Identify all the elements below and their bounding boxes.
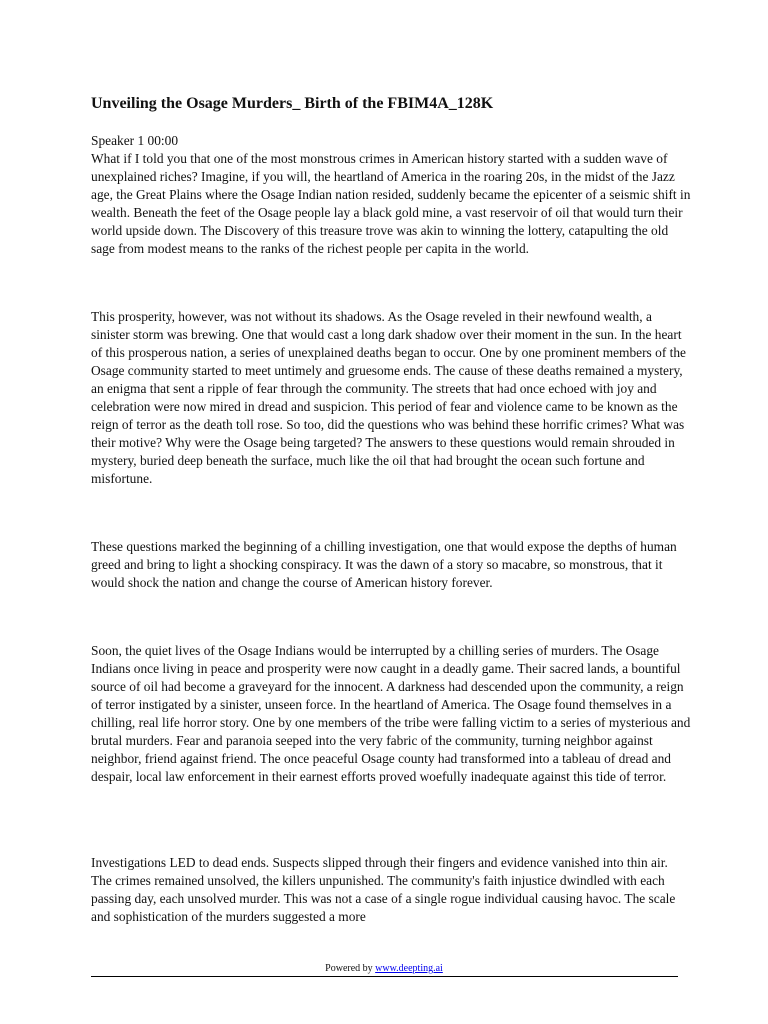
paragraph-2: This prosperity, however, was not without its shadows. As the Osage reveled in their newfound wealth, a sinister storm was brewing. One that would cast a long dark shadow over their moment in the sun. In the heart of this prosperous nation, a series of unexplained deaths began to occur. One by one prominent members of the Osage community started to meet untimely and gruesome ends. The cause of these deaths remained a mystery, an enigma that sent a ripple of fear through the community. The streets that had once echoed with joy and celebration were now mired in dread and suspicion. This period of fear and violence came to be known as the reign of terror as the death toll rose. So too, did the questions who was behind these horrific crimes? What was their motive? Why were the Osage being targeted? The answers to these questions would remain shrouded in mystery, buried deep beneath the surface, much like the oil that had brought the ocean such fortune and misfortune. (91, 309, 686, 486)
paragraph-5: Investigations LED to dead ends. Suspects slipped through their fingers and evidence vanished into thin air. The crimes remained unsolved, the killers unpunished. The community's faith injustice dwindled with each passing day, each unsolved murder. This was not a case of a single rogue individual causing havoc. The scale and sophistication of the murders suggested a more (91, 855, 676, 924)
paragraph-4: Soon, the quiet lives of the Osage Indians would be interrupted by a chilling series of murders. The Osage Indians once living in peace and prosperity were now caught in a deadly game. Their sacred lands, a bountiful source of oil had become a graveyard for the innocent. A darkness had descended upon the community, a reign of terror instigated by a sinister, unseen force. In the heartland of America. The Osage found themselves in a chilling, real life horror story. One by one members of the tribe were falling victim to a series of mysterious and brutal murders. Fear and paranoia seeped into the very fabric of the community, turning neighbor against neighbor, friend against friend. The once peaceful Osage county had transformed into a tableau of dread and despair, local law enforcement in their earnest efforts proved woefully inadequate against this tide of terror. (91, 643, 691, 784)
speaker-timestamp: Speaker 1 00:00 (91, 133, 179, 148)
paragraph-3: These questions marked the beginning of a chilling investigation, one that would expose the depths of human greed and bring to light a shocking conspiracy. It was the dawn of a story so macabre, so monstrous, that it would shock the nation and change the course of American history forever. (91, 539, 677, 590)
document-title: Unveiling the Osage Murders_ Birth of the FBIM4A_128K (91, 95, 494, 112)
footer-link[interactable]: www.deepting.ai (375, 963, 443, 974)
footer-divider (91, 976, 678, 977)
page-footer (0, 963, 768, 975)
paragraph-1: What if I told you that one of the most monstrous crimes in American history started with a sudden wave of unexplained riches? Imagine, if you will, the heartland of America in the roaring 20s, in the midst of the Jazz age, the Great Plains where the Osage Indian nation resided, suddenly became the epicenter of a seismic shift in wealth. Beneath the feet of the Osage people lay a black gold mine, a vast reservoir of oil that would turn their world upside down. The Discovery of this treasure trove was akin to winning the lottery, catapulting the old sage from modest means to the ranks of the richest people per capita in the world. (91, 151, 691, 256)
footer-prefix: Powered by (325, 963, 376, 974)
